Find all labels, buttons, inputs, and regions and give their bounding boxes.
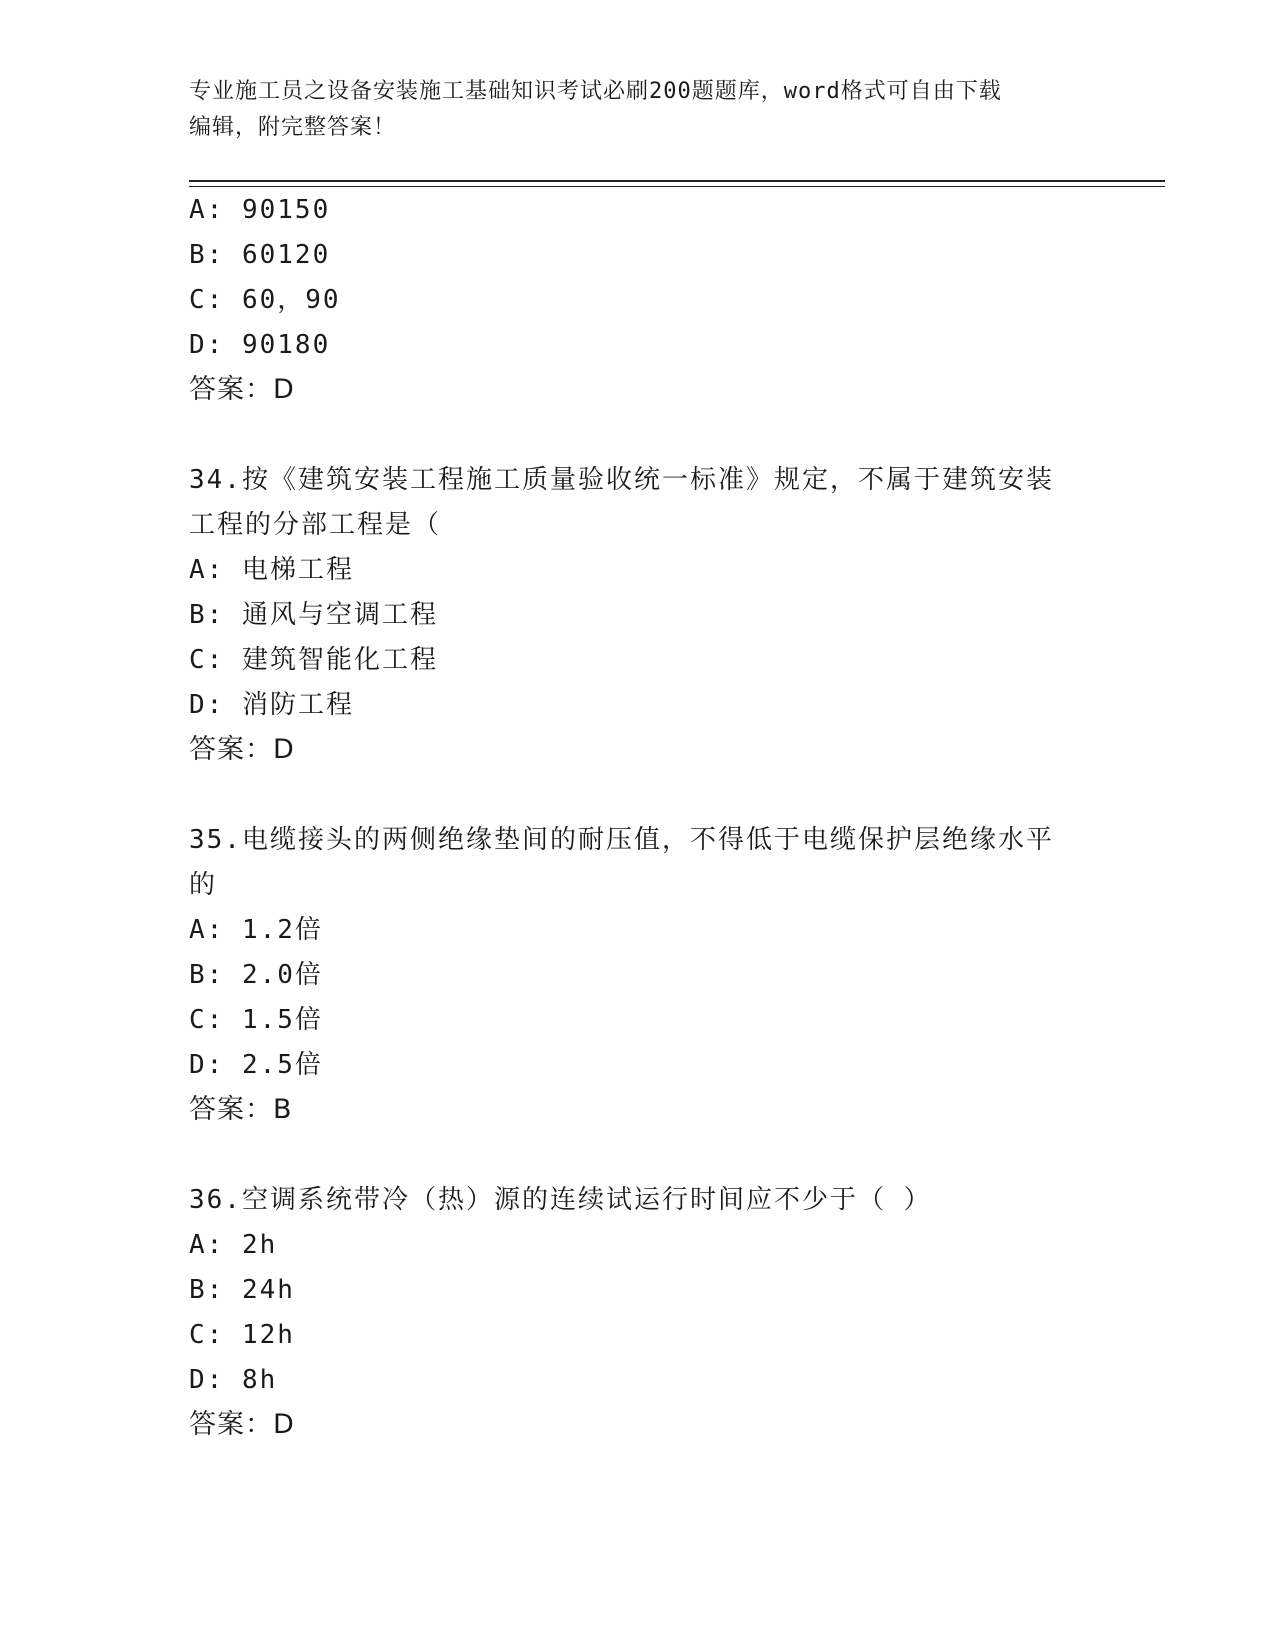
q34-option-c: C: 建筑智能化工程 — [189, 645, 438, 675]
header-divider-thick — [189, 180, 1165, 182]
q34-option-b: B: 通风与空调工程 — [189, 600, 438, 630]
q33-option-c: C: 60，90 — [189, 285, 341, 315]
q35-stem-line-2: 的 — [189, 870, 218, 900]
q36-option-b: B: 24h — [189, 1275, 295, 1305]
header-divider-thin — [189, 186, 1165, 187]
q33-answer: 答案：D — [189, 374, 295, 405]
header-line-2: 编辑，附完整答案！ — [189, 115, 397, 140]
q34-stem-line-2: 工程的分部工程是（ — [189, 510, 442, 540]
q34-stem-line-1: 34.按《建筑安装工程施工质量验收统一标准》规定，不属于建筑安装 — [189, 465, 1054, 495]
q35-answer: 答案：B — [189, 1094, 293, 1125]
document-header — [189, 74, 1089, 146]
header-line-1: 专业施工员之设备安装施工基础知识考试必刷200题题库，word格式可自由下载 — [189, 79, 1002, 104]
q33-option-b: B: 60120 — [189, 240, 331, 270]
q33-option-a: A: 90150 — [189, 195, 331, 225]
q36-answer: 答案：D — [189, 1409, 295, 1440]
q35-option-a: A: 1.2倍 — [189, 915, 323, 945]
q34-option-a: A: 电梯工程 — [189, 555, 354, 585]
q36-option-a: A: 2h — [189, 1230, 278, 1260]
q35-stem-line-1: 35.电缆接头的两侧绝缘垫间的耐压值，不得低于电缆保护层绝缘水平 — [189, 825, 1054, 855]
q36-stem-line-1: 36.空调系统带冷（热）源的连续试运行时间应不少于（ ） — [189, 1185, 932, 1215]
q35-option-b: B: 2.0倍 — [189, 960, 323, 990]
q34-answer: 答案：D — [189, 734, 295, 765]
q36-option-c: C: 12h — [189, 1320, 295, 1350]
q35-option-d: D: 2.5倍 — [189, 1050, 323, 1080]
q35-option-c: C: 1.5倍 — [189, 1005, 323, 1035]
q34-option-d: D: 消防工程 — [189, 690, 354, 720]
q36-option-d: D: 8h — [189, 1365, 278, 1395]
q33-option-d: D: 90180 — [189, 330, 331, 360]
